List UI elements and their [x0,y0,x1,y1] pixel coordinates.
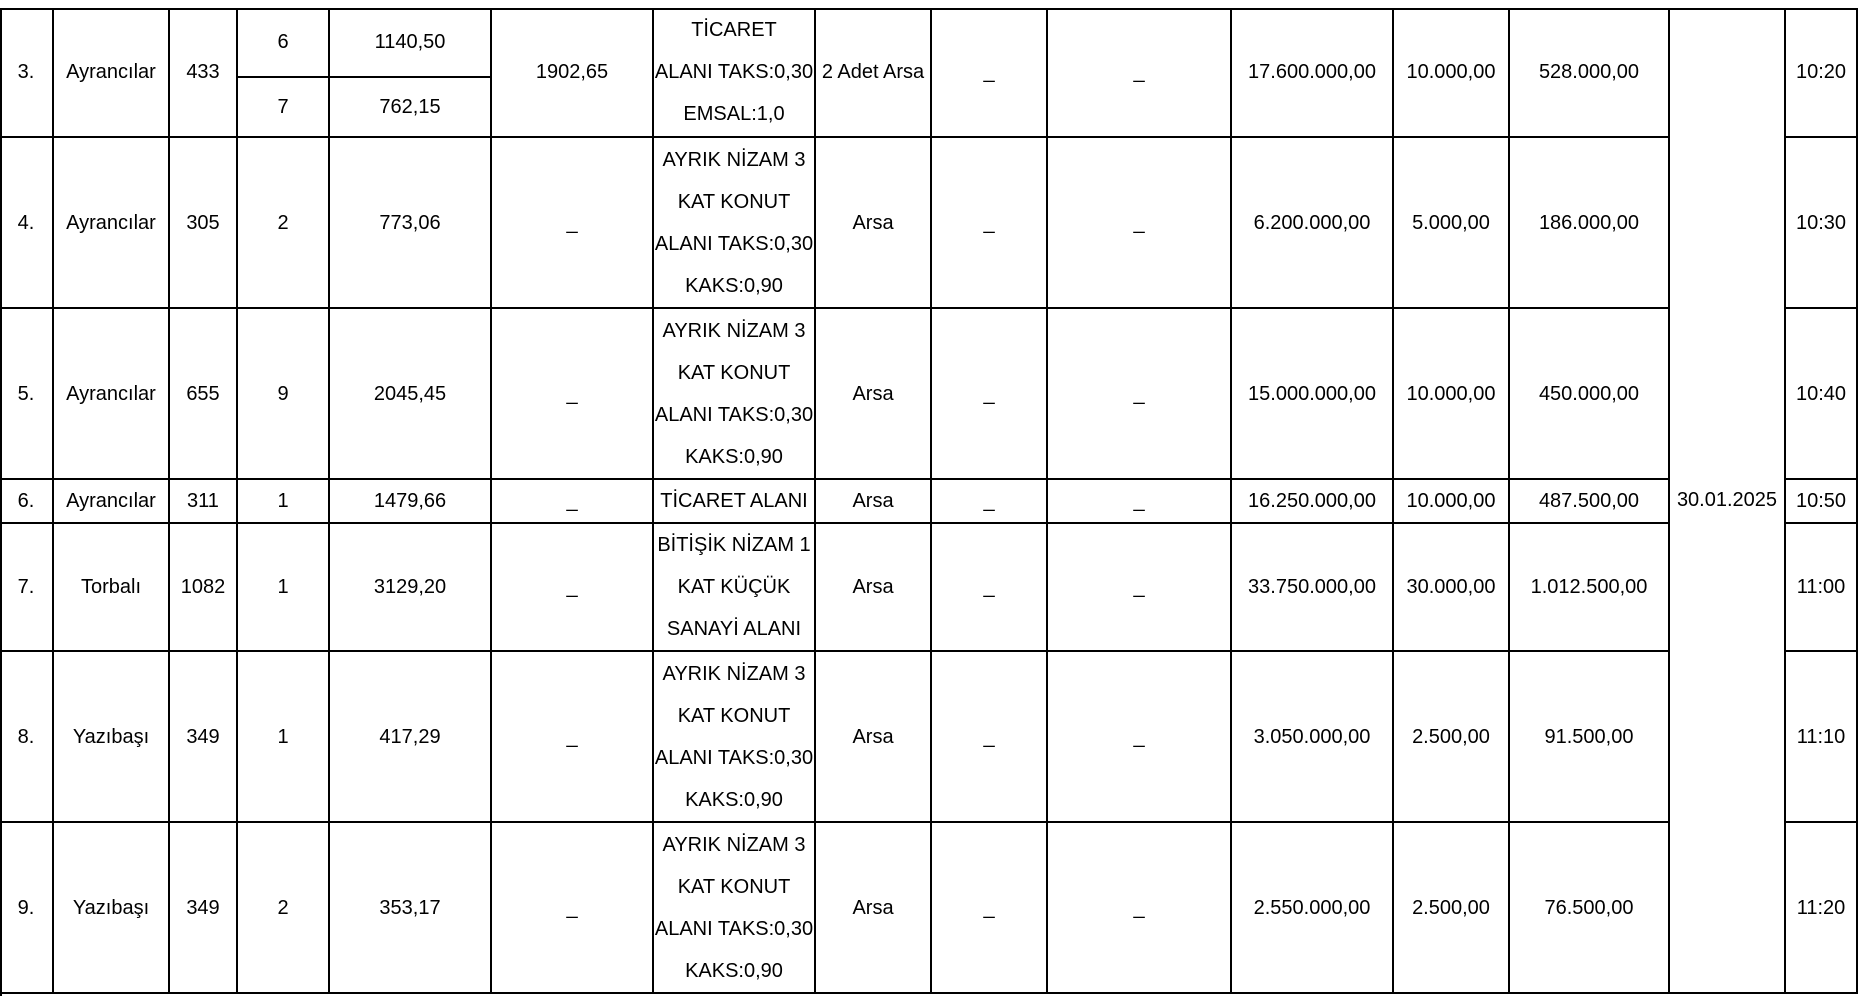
deposit-cell: 487.500,00 [1510,480,1670,524]
total-area-cell: 1902,65 [492,8,654,138]
estimated-price-cell: 15.000.000,00 [1232,309,1394,480]
parcel-cell: 7 [238,78,330,138]
area-cell: 762,15 [330,78,492,138]
location-cell: Yazıbaşı [54,823,170,994]
location-cell: Ayrancılar [54,480,170,524]
zoning-cell: TİCARET ALANI TAKS:0,30 EMSAL:1,0 [654,8,816,138]
time-cell: 10:30 [1786,138,1858,309]
block-cell: 1082 [170,524,238,652]
row-number-cell: 5. [0,309,54,480]
empty-value-cell: _ [932,524,1048,652]
quality-cell: Arsa [816,138,932,309]
time-cell: 11:00 [1786,524,1858,652]
time-cell: 11:20 [1786,823,1858,994]
location-cell: Torbalı [54,524,170,652]
total-area-cell: _ [492,524,654,652]
estimated-price-cell: 17.600.000,00 [1232,8,1394,138]
parcel-cell: 6 [238,8,330,78]
estimated-price-cell: 16.250.000,00 [1232,480,1394,524]
block-cell: 655 [170,309,238,480]
empty-value-cell: _ [932,309,1048,480]
deposit-cell: 186.000,00 [1510,138,1670,309]
row-number-cell: 4. [0,138,54,309]
deposit-cell: 91.500,00 [1510,652,1670,823]
total-area-cell: _ [492,480,654,524]
empty-value-cell: _ [932,138,1048,309]
empty-value-cell: _ [1048,309,1232,480]
empty-value-cell: _ [932,652,1048,823]
parcel-cell: 1 [238,652,330,823]
time-cell: 10:50 [1786,480,1858,524]
row-number-cell: 9. [0,823,54,994]
amount-cell: 10.000,00 [1394,8,1510,138]
deposit-cell: 1.012.500,00 [1510,524,1670,652]
total-area-cell: _ [492,138,654,309]
area-cell: 417,29 [330,652,492,823]
amount-cell: 10.000,00 [1394,309,1510,480]
parcel-cell: 2 [238,823,330,994]
location-cell: Ayrancılar [54,138,170,309]
zoning-cell: AYRIK NİZAM 3 KAT KONUT ALANI TAKS:0,30 KAKS:0,90 [654,309,816,480]
amount-cell: 2.500,00 [1394,652,1510,823]
amount-cell: 5.000,00 [1394,138,1510,309]
row-number-cell: 8. [0,652,54,823]
quality-cell: Arsa [816,823,932,994]
total-area-cell: _ [492,309,654,480]
location-cell: Ayrancılar [54,309,170,480]
empty-value-cell: _ [932,8,1048,138]
estimated-price-cell: 2.550.000,00 [1232,823,1394,994]
location-cell: Ayrancılar [54,8,170,138]
date-cell: 30.01.2025 [1670,8,1786,994]
parcel-cell: 9 [238,309,330,480]
block-cell: 349 [170,652,238,823]
empty-value-cell: _ [1048,823,1232,994]
time-cell: 10:20 [1786,8,1858,138]
total-area-cell: _ [492,823,654,994]
zoning-cell: AYRIK NİZAM 3 KAT KONUT ALANI TAKS:0,30 KAKS:0,90 [654,652,816,823]
estimated-price-cell: 3.050.000,00 [1232,652,1394,823]
zoning-cell: AYRIK NİZAM 3 KAT KONUT ALANI TAKS:0,30 KAKS:0,90 [654,823,816,994]
zoning-cell: BİTİŞİK NİZAM 1 KAT KÜÇÜK SANAYİ ALANI [654,524,816,652]
area-cell: 3129,20 [330,524,492,652]
estimated-price-cell: 33.750.000,00 [1232,524,1394,652]
block-cell: 433 [170,8,238,138]
empty-value-cell: _ [1048,8,1232,138]
area-cell: 2045,45 [330,309,492,480]
row-number-cell: 3. [0,8,54,138]
block-cell: 349 [170,823,238,994]
block-cell: 305 [170,138,238,309]
empty-value-cell: _ [932,480,1048,524]
area-cell: 1479,66 [330,480,492,524]
quality-cell: Arsa [816,652,932,823]
time-cell: 10:40 [1786,309,1858,480]
time-cell: 11:10 [1786,652,1858,823]
location-cell: Yazıbaşı [54,652,170,823]
deposit-cell: 528.000,00 [1510,8,1670,138]
deposit-cell: 76.500,00 [1510,823,1670,994]
quality-cell: Arsa [816,309,932,480]
row-number-cell: 7. [0,524,54,652]
estimated-price-cell: 6.200.000,00 [1232,138,1394,309]
quality-cell: Arsa [816,480,932,524]
deposit-cell: 450.000,00 [1510,309,1670,480]
zoning-cell: AYRIK NİZAM 3 KAT KONUT ALANI TAKS:0,30 KAKS:0,90 [654,138,816,309]
parcel-cell: 2 [238,138,330,309]
amount-cell: 10.000,00 [1394,480,1510,524]
amount-cell: 30.000,00 [1394,524,1510,652]
area-cell: 1140,50 [330,8,492,78]
empty-value-cell: _ [1048,138,1232,309]
quality-cell: Arsa [816,524,932,652]
block-cell: 311 [170,480,238,524]
empty-value-cell: _ [932,823,1048,994]
area-cell: 773,06 [330,138,492,309]
row-number-cell: 6. [0,480,54,524]
empty-value-cell: _ [1048,652,1232,823]
parcel-cell: 1 [238,480,330,524]
empty-value-cell: _ [1048,480,1232,524]
quality-cell: 2 Adet Arsa [816,8,932,138]
amount-cell: 2.500,00 [1394,823,1510,994]
parcel-cell: 1 [238,524,330,652]
total-area-cell: _ [492,652,654,823]
zoning-cell: TİCARET ALANI [654,480,816,524]
area-cell: 353,17 [330,823,492,994]
empty-value-cell: _ [1048,524,1232,652]
